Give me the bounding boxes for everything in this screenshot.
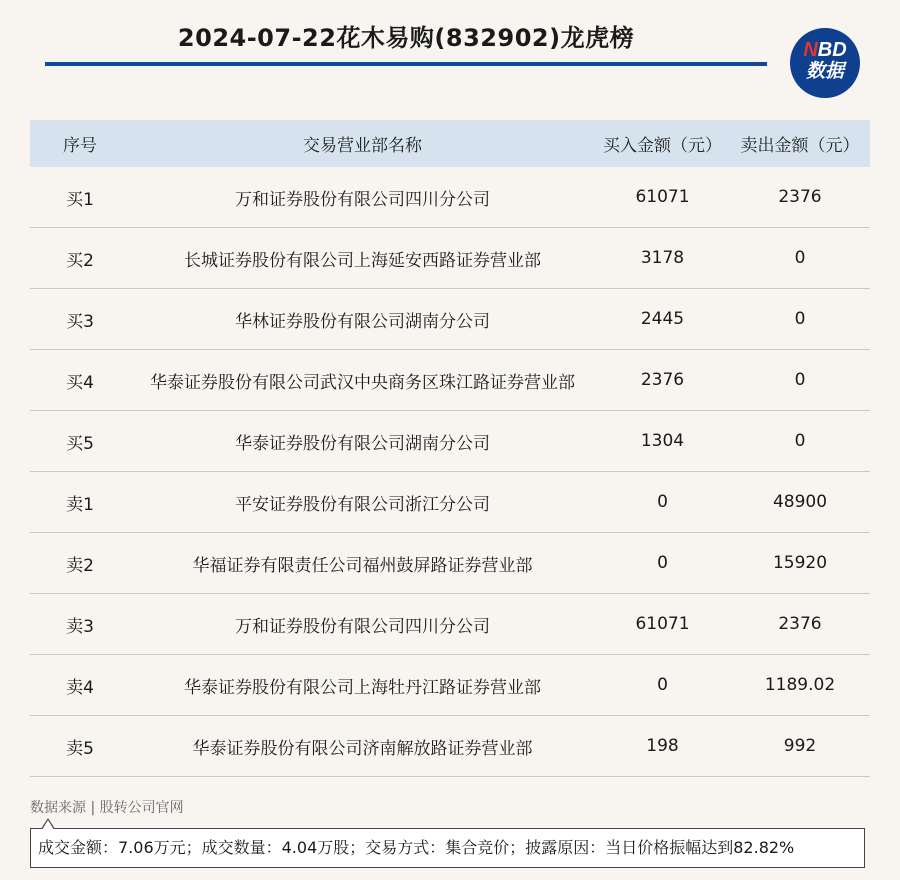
row-seq: 买4 bbox=[30, 350, 130, 411]
trade-summary-text: 成交金额：7.06万元；成交数量：4.04万股；交易方式：集合竞价；披露原因：当日价格振幅达到82.82% bbox=[38, 838, 795, 857]
row-buy-amount: 0 bbox=[595, 655, 730, 716]
logo-wordmark bbox=[790, 39, 860, 61]
table-row bbox=[30, 533, 870, 594]
table-row bbox=[30, 350, 870, 411]
row-sell-amount: 0 bbox=[730, 289, 870, 350]
row-branch-name: 华林证券股份有限公司湖南分公司 bbox=[130, 289, 595, 350]
row-buy-amount: 2445 bbox=[595, 289, 730, 350]
row-buy-amount: 0 bbox=[595, 533, 730, 594]
row-buy-amount: 61071 bbox=[595, 167, 730, 228]
table-row bbox=[30, 228, 870, 289]
header-branch-name: 交易营业部名称 bbox=[130, 120, 595, 167]
logo-letters-bd: BD bbox=[817, 39, 847, 61]
table-row bbox=[30, 167, 870, 228]
header-buy-amount: 买入金额（元） bbox=[595, 120, 730, 167]
row-buy-amount: 3178 bbox=[595, 228, 730, 289]
row-branch-name: 万和证券股份有限公司四川分公司 bbox=[130, 594, 595, 655]
row-sell-amount: 2376 bbox=[730, 594, 870, 655]
header-seq: 序号 bbox=[30, 120, 130, 167]
row-buy-amount: 198 bbox=[595, 716, 730, 777]
row-branch-name: 长城证券股份有限公司上海延安西路证券营业部 bbox=[130, 228, 595, 289]
title-underline bbox=[45, 62, 767, 66]
row-seq: 卖2 bbox=[30, 533, 130, 594]
row-seq: 卖5 bbox=[30, 716, 130, 777]
row-sell-amount: 0 bbox=[730, 411, 870, 472]
table-row bbox=[30, 594, 870, 655]
table-row bbox=[30, 472, 870, 533]
table-row bbox=[30, 655, 870, 716]
row-branch-name: 华福证券有限责任公司福州鼓屏路证券营业部 bbox=[130, 533, 595, 594]
row-branch-name: 华泰证券股份有限公司上海牡丹江路证券营业部 bbox=[130, 655, 595, 716]
row-branch-name: 平安证券股份有限公司浙江分公司 bbox=[130, 472, 595, 533]
row-branch-name: 华泰证券股份有限公司武汉中央商务区珠江路证券营业部 bbox=[130, 350, 595, 411]
row-sell-amount: 2376 bbox=[730, 167, 870, 228]
row-branch-name: 华泰证券股份有限公司济南解放路证券营业部 bbox=[130, 716, 595, 777]
row-sell-amount: 0 bbox=[730, 228, 870, 289]
table-row bbox=[30, 716, 870, 777]
row-seq: 买2 bbox=[30, 228, 130, 289]
row-seq: 卖1 bbox=[30, 472, 130, 533]
row-buy-amount: 1304 bbox=[595, 411, 730, 472]
row-sell-amount: 1189.02 bbox=[730, 655, 870, 716]
row-branch-name: 万和证券股份有限公司四川分公司 bbox=[130, 167, 595, 228]
trade-summary-box bbox=[30, 828, 865, 868]
row-sell-amount: 48900 bbox=[730, 472, 870, 533]
nbd-logo bbox=[790, 28, 860, 98]
row-buy-amount: 2376 bbox=[595, 350, 730, 411]
row-sell-amount: 15920 bbox=[730, 533, 870, 594]
dragon-tiger-table bbox=[30, 120, 870, 777]
row-seq: 买1 bbox=[30, 167, 130, 228]
row-buy-amount: 61071 bbox=[595, 594, 730, 655]
logo-letter-n: N bbox=[803, 39, 818, 61]
row-seq: 卖4 bbox=[30, 655, 130, 716]
row-sell-amount: 992 bbox=[730, 716, 870, 777]
data-source: 数据来源 | 股转公司官网 bbox=[30, 800, 184, 816]
row-sell-amount: 0 bbox=[730, 350, 870, 411]
table-row bbox=[30, 289, 870, 350]
page-title: 2024-07-22花木易购(832902)龙虎榜 bbox=[177, 24, 635, 52]
logo-subtitle: 数据 bbox=[805, 61, 844, 82]
table-row bbox=[30, 411, 870, 472]
row-seq: 卖3 bbox=[30, 594, 130, 655]
row-buy-amount: 0 bbox=[595, 472, 730, 533]
row-seq: 买3 bbox=[30, 289, 130, 350]
row-seq: 买5 bbox=[30, 411, 130, 472]
table-header-row bbox=[30, 120, 870, 167]
callout-pointer-fill bbox=[42, 820, 54, 830]
row-branch-name: 华泰证券股份有限公司湖南分公司 bbox=[130, 411, 595, 472]
header-sell-amount: 卖出金额（元） bbox=[730, 120, 870, 167]
